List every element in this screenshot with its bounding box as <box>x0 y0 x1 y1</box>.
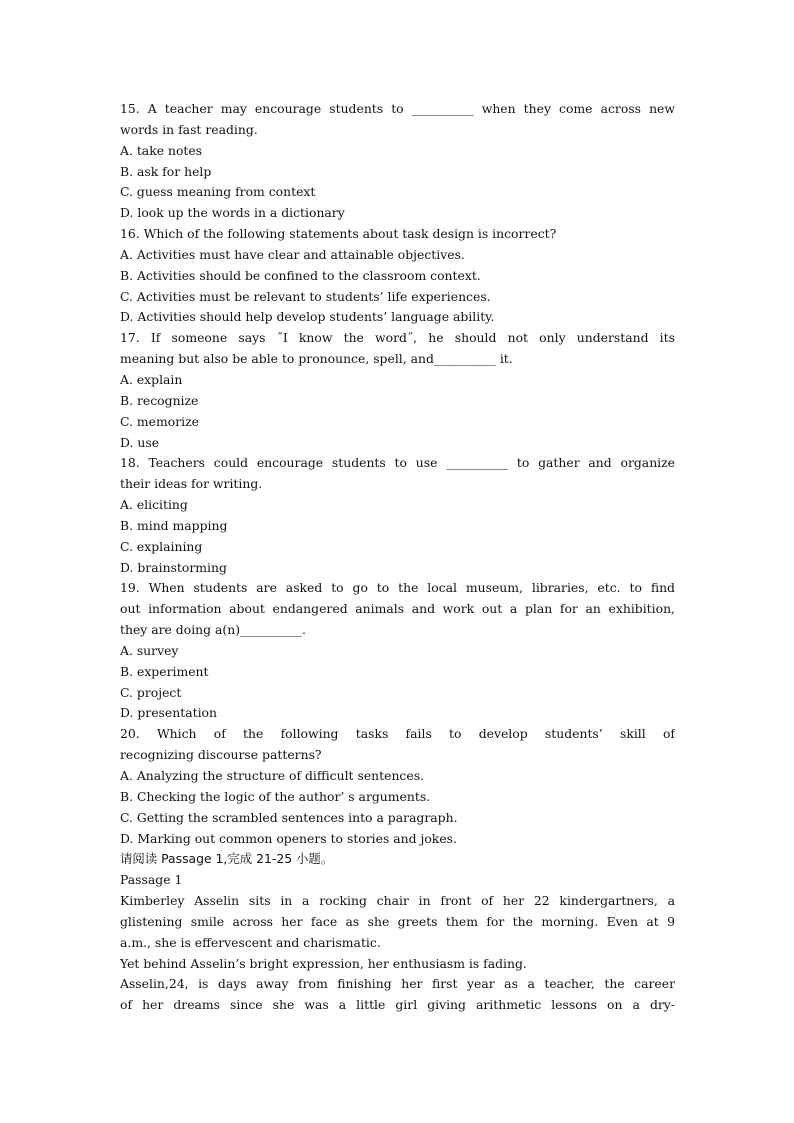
q17-opt-b: B. recognize <box>120 392 199 408</box>
q15-stem-1: 15. A teacher may encourage students to __________ when they come across new <box>120 101 675 116</box>
q15-opt-d: D. look up the words in a dictionary <box>120 205 345 221</box>
q17-opt-c: C. memorize <box>120 413 199 429</box>
q20-stem-2: recognizing discourse patterns? <box>120 747 322 763</box>
passage-p1-3: a.m., she is effervescent and charismatic. <box>120 934 381 950</box>
q20-opt-a: A. Analyzing the structure of difficult sentences. <box>120 768 424 783</box>
q15-stem-2: words in fast reading. <box>120 121 258 137</box>
q18-stem-2: their ideas for writing. <box>120 476 263 492</box>
passage-p3-1: Asselin,24, is days away from finishing her first year as a teacher, the career <box>120 976 675 992</box>
q18-opt-a: A. eliciting <box>120 497 188 513</box>
q18-stem-1: 18. Teachers could encourage students to use __________ to gather and organize <box>120 455 675 471</box>
passage-p1-1: Kimberley Asselin sits in a rocking chair in front of her 22 kindergartners, a <box>120 893 675 909</box>
q18-opt-b: B. mind mapping <box>120 517 228 533</box>
document-page <box>120 99 675 1016</box>
q19-stem-2: out information about endangered animals and work out a plan for an exhibition, <box>120 601 675 617</box>
passage-instruction: 请阅读 Passage 1,完成 21-25 小题。 <box>120 851 334 867</box>
q19-stem-1: 19. When students are asked to go to the local museum, libraries, etc. to find <box>120 580 675 596</box>
passage-p2-1: Yet behind Asselin’s bright expression, her enthusiasm is fading. <box>120 955 527 971</box>
q17-opt-d: D. use <box>120 434 160 450</box>
passage-p1-2: glistening smile across her face as she greets them for the morning. Even at 9 <box>120 913 675 929</box>
q18-opt-c: C. explaining <box>120 538 203 554</box>
q15-opt-b: B. ask for help <box>120 163 212 179</box>
q19-opt-c: C. project <box>120 684 182 700</box>
q19-opt-d: D. presentation <box>120 705 217 721</box>
q16-opt-c: C. Activities must be relevant to students’ life experiences. <box>120 288 491 304</box>
q16-opt-b: B. Activities should be confined to the classroom context. <box>120 267 481 283</box>
q20-opt-c: C. Getting the scrambled sentences into a paragraph. <box>120 809 458 825</box>
q17-stem-1: 17. If someone says ˝I know the word˝, he should not only understand its <box>120 330 675 346</box>
q18-opt-d: D. brainstorming <box>120 559 227 575</box>
q15-opt-c: C. guess meaning from context <box>120 184 316 200</box>
q17-stem-2: meaning but also be able to pronounce, spell, and__________ it. <box>120 351 513 367</box>
passage-title: Passage 1 <box>120 872 183 888</box>
q20-stem-1: 20. Which of the following tasks fails to develop students’ skill of <box>120 726 675 742</box>
q16-opt-a: A. Activities must have clear and attainable objectives. <box>120 246 465 262</box>
q19-stem-3: they are doing a(n)__________. <box>120 622 306 638</box>
q15-opt-a: A. take notes <box>120 142 203 158</box>
q19-opt-a: A. survey <box>120 642 179 658</box>
q19-opt-b: B. experiment <box>120 663 209 679</box>
q20-opt-b: B. Checking the logic of the author’ s arguments. <box>120 788 431 804</box>
passage-p3-2: of her dreams since she was a little girl giving arithmetic lessons on a dry- <box>120 997 675 1013</box>
q16-stem-1: 16. Which of the following statements about task design is incorrect? <box>120 226 557 242</box>
q17-opt-a: A. explain <box>120 371 183 387</box>
q20-opt-d: D. Marking out common openers to stories and jokes. <box>120 830 457 846</box>
q16-opt-d: D. Activities should help develop students’ language ability. <box>120 309 495 325</box>
